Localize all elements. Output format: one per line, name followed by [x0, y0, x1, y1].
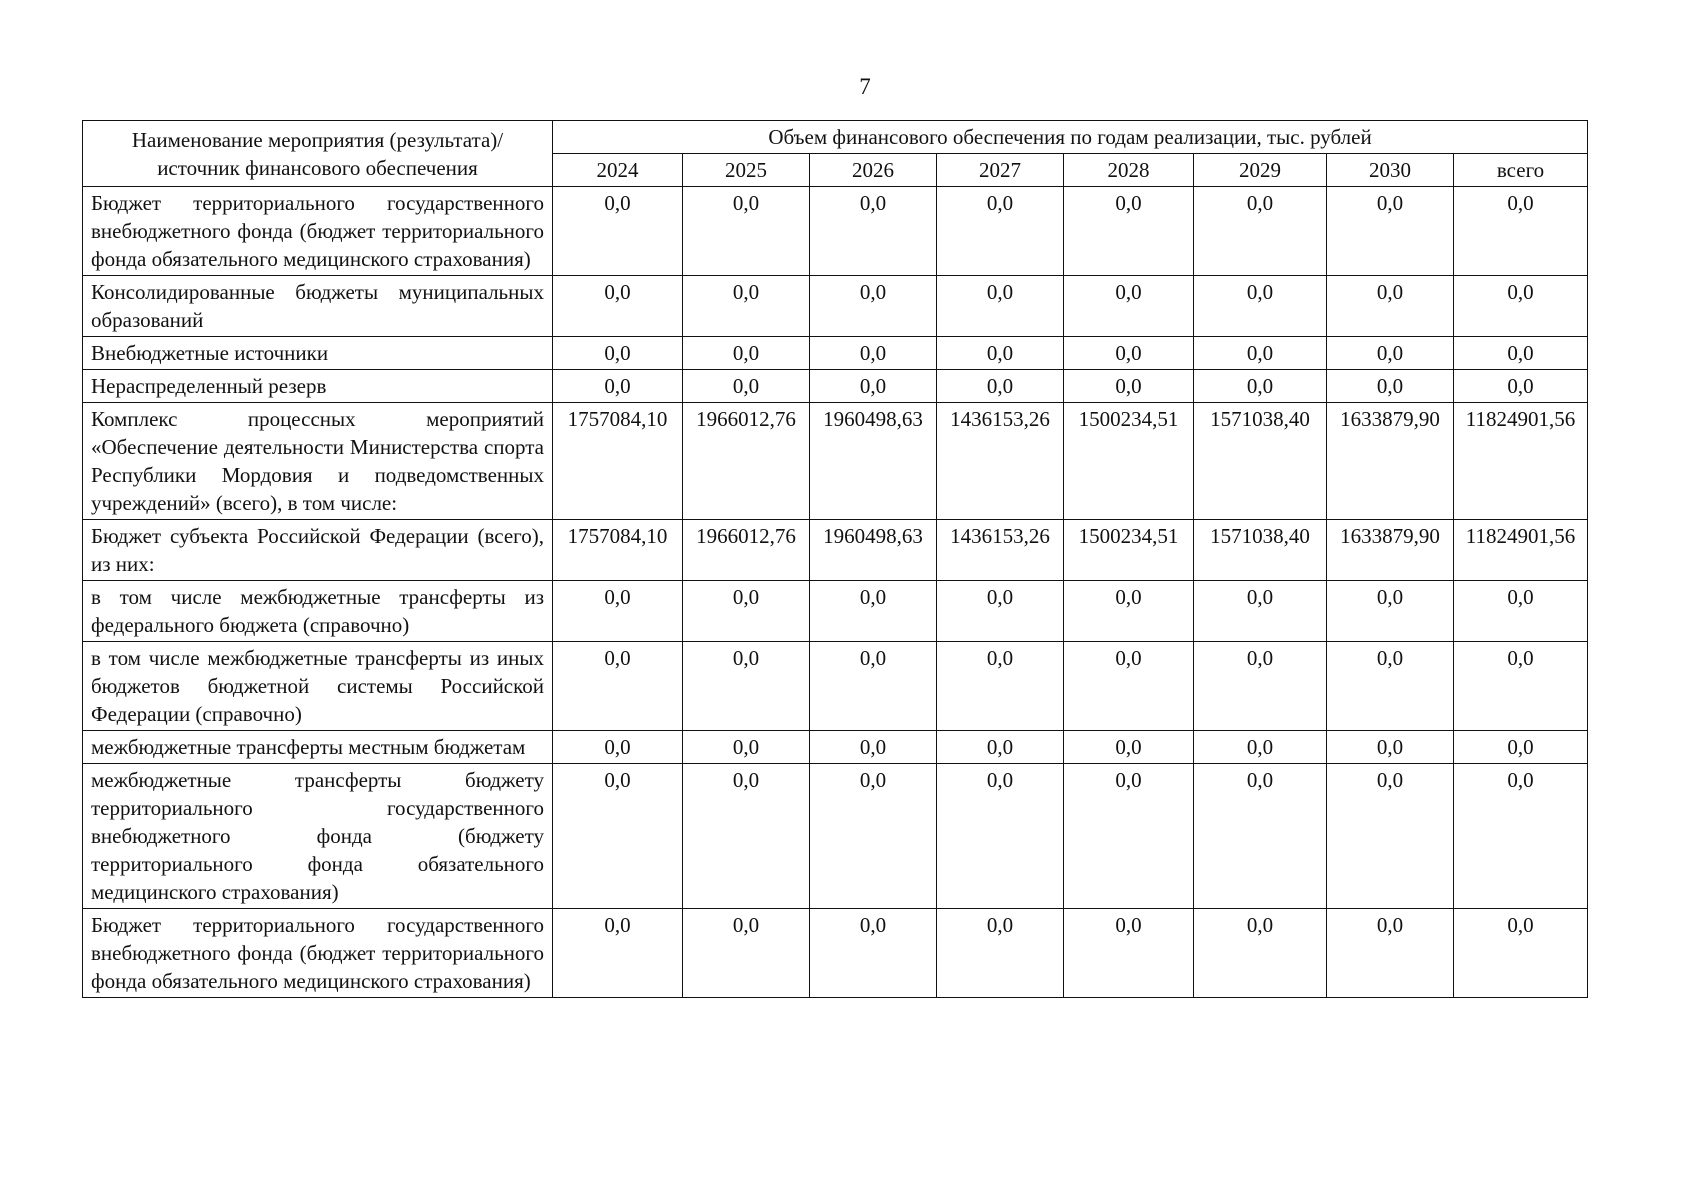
- value-cell: 0,0: [1194, 731, 1327, 764]
- year-header: 2028: [1064, 154, 1194, 187]
- value-cell: 0,0: [1064, 276, 1194, 337]
- name-column-header: Наименование мероприятия (результата)/источник финансового обеспечения: [83, 121, 553, 187]
- total-header: всего: [1454, 154, 1588, 187]
- table-row: [83, 764, 1588, 909]
- value-cell: 0,0: [1327, 764, 1454, 909]
- value-cell: 0,0: [1064, 337, 1194, 370]
- value-cell: 0,0: [553, 370, 683, 403]
- year-header: 2030: [1327, 154, 1454, 187]
- row-name-cell: Комплекс процессных мероприятий «Обеспечение деятельности Министерства спорта Республики Мордовия и подведомственных учреждений» (всего), в том числе:: [83, 403, 553, 520]
- value-cell: 0,0: [937, 909, 1064, 998]
- value-cell: 0,0: [810, 764, 937, 909]
- row-name-cell: межбюджетные трансферты бюджету территориального государственного внебюджетного фонда (бюджету территориального фонда обязательного медицинского страхования): [83, 764, 553, 909]
- value-cell: 0,0: [810, 581, 937, 642]
- year-header: 2026: [810, 154, 937, 187]
- value-cell: 0,0: [683, 370, 810, 403]
- total-cell: 0,0: [1454, 276, 1588, 337]
- total-cell: 0,0: [1454, 370, 1588, 403]
- value-cell: 0,0: [683, 187, 810, 276]
- value-cell: 0,0: [553, 276, 683, 337]
- value-cell: 0,0: [1194, 581, 1327, 642]
- value-cell: 0,0: [1327, 909, 1454, 998]
- value-cell: 1966012,76: [683, 520, 810, 581]
- value-cell: 0,0: [1064, 731, 1194, 764]
- value-cell: 0,0: [937, 642, 1064, 731]
- row-name-cell: межбюджетные трансферты местным бюджетам: [83, 731, 553, 764]
- value-cell: 1757084,10: [553, 520, 683, 581]
- year-header: 2025: [683, 154, 810, 187]
- row-name-cell: Консолидированные бюджеты муниципальных образований: [83, 276, 553, 337]
- table-row: [83, 909, 1588, 998]
- value-cell: 0,0: [1327, 642, 1454, 731]
- value-cell: 0,0: [1194, 642, 1327, 731]
- table-row: [83, 642, 1588, 731]
- value-cell: 0,0: [1064, 581, 1194, 642]
- value-cell: 1966012,76: [683, 403, 810, 520]
- value-cell: 0,0: [1194, 909, 1327, 998]
- page-number: 7: [859, 74, 871, 99]
- row-name-cell: в том числе межбюджетные трансферты из иных бюджетов бюджетной системы Российской Федерации (справочно): [83, 642, 553, 731]
- value-cell: 0,0: [937, 337, 1064, 370]
- value-cell: 0,0: [810, 909, 937, 998]
- value-cell: 0,0: [937, 581, 1064, 642]
- value-cell: 0,0: [683, 731, 810, 764]
- total-cell: 11824901,56: [1454, 403, 1588, 520]
- value-cell: 0,0: [810, 276, 937, 337]
- table-body: [83, 187, 1588, 998]
- value-cell: 0,0: [683, 337, 810, 370]
- total-cell: 0,0: [1454, 764, 1588, 909]
- value-cell: 0,0: [553, 642, 683, 731]
- value-cell: 0,0: [810, 337, 937, 370]
- value-cell: 0,0: [1064, 764, 1194, 909]
- value-cell: 1571038,40: [1194, 403, 1327, 520]
- financing-group-header: Объем финансового обеспечения по годам реализации, тыс. рублей: [553, 121, 1588, 154]
- row-name-cell: в том числе межбюджетные трансферты из федерального бюджета (справочно): [83, 581, 553, 642]
- value-cell: 0,0: [937, 370, 1064, 403]
- total-cell: 11824901,56: [1454, 520, 1588, 581]
- value-cell: 1436153,26: [937, 403, 1064, 520]
- row-name-cell: Бюджет территориального государственного внебюджетного фонда (бюджет территориального фонда обязательного медицинского страхования): [83, 909, 553, 998]
- value-cell: 0,0: [810, 187, 937, 276]
- value-cell: 1633879,90: [1327, 520, 1454, 581]
- value-cell: 0,0: [1064, 370, 1194, 403]
- row-name-cell: Бюджет субъекта Российской Федерации (всего), из них:: [83, 520, 553, 581]
- value-cell: 0,0: [1194, 187, 1327, 276]
- value-cell: 1436153,26: [937, 520, 1064, 581]
- value-cell: 0,0: [553, 337, 683, 370]
- table-row: [83, 337, 1588, 370]
- value-cell: 0,0: [683, 581, 810, 642]
- value-cell: 0,0: [1327, 276, 1454, 337]
- value-cell: 0,0: [1194, 764, 1327, 909]
- row-name-cell: Внебюджетные источники: [83, 337, 553, 370]
- financing-table: [82, 120, 1588, 998]
- total-cell: 0,0: [1454, 187, 1588, 276]
- value-cell: 1960498,63: [810, 520, 937, 581]
- value-cell: 0,0: [683, 764, 810, 909]
- value-cell: 0,0: [553, 909, 683, 998]
- value-cell: 0,0: [1194, 337, 1327, 370]
- value-cell: 0,0: [683, 276, 810, 337]
- table-row: [83, 187, 1588, 276]
- total-cell: 0,0: [1454, 581, 1588, 642]
- table-row: [83, 403, 1588, 520]
- header-row: [83, 121, 1588, 154]
- table-row: [83, 276, 1588, 337]
- value-cell: 0,0: [1064, 187, 1194, 276]
- table-row: [83, 370, 1588, 403]
- value-cell: 1960498,63: [810, 403, 937, 520]
- year-header: 2024: [553, 154, 683, 187]
- row-name-cell: Бюджет территориального государственного внебюджетного фонда (бюджет территориального фонда обязательного медицинского страхования): [83, 187, 553, 276]
- value-cell: 0,0: [553, 187, 683, 276]
- year-header: 2029: [1194, 154, 1327, 187]
- value-cell: 0,0: [937, 764, 1064, 909]
- value-cell: 0,0: [810, 370, 937, 403]
- table-row: [83, 581, 1588, 642]
- value-cell: 1500234,51: [1064, 520, 1194, 581]
- value-cell: 1571038,40: [1194, 520, 1327, 581]
- total-cell: 0,0: [1454, 642, 1588, 731]
- value-cell: 0,0: [1064, 642, 1194, 731]
- row-name-cell: Нераспределенный резерв: [83, 370, 553, 403]
- value-cell: 0,0: [1327, 187, 1454, 276]
- value-cell: 0,0: [553, 764, 683, 909]
- value-cell: 0,0: [683, 642, 810, 731]
- total-cell: 0,0: [1454, 337, 1588, 370]
- value-cell: 0,0: [1194, 276, 1327, 337]
- value-cell: 0,0: [810, 731, 937, 764]
- table-row: [83, 520, 1588, 581]
- value-cell: 0,0: [683, 909, 810, 998]
- value-cell: 0,0: [553, 731, 683, 764]
- value-cell: 0,0: [937, 187, 1064, 276]
- value-cell: 0,0: [553, 581, 683, 642]
- value-cell: 0,0: [1327, 581, 1454, 642]
- value-cell: 0,0: [1327, 731, 1454, 764]
- table-row: [83, 731, 1588, 764]
- value-cell: 1633879,90: [1327, 403, 1454, 520]
- year-header: 2027: [937, 154, 1064, 187]
- value-cell: 0,0: [937, 276, 1064, 337]
- value-cell: 0,0: [1194, 370, 1327, 403]
- value-cell: 1500234,51: [1064, 403, 1194, 520]
- value-cell: 0,0: [810, 642, 937, 731]
- value-cell: 0,0: [1327, 337, 1454, 370]
- value-cell: 0,0: [1064, 909, 1194, 998]
- value-cell: 0,0: [1327, 370, 1454, 403]
- value-cell: 1757084,10: [553, 403, 683, 520]
- total-cell: 0,0: [1454, 909, 1588, 998]
- value-cell: 0,0: [937, 731, 1064, 764]
- total-cell: 0,0: [1454, 731, 1588, 764]
